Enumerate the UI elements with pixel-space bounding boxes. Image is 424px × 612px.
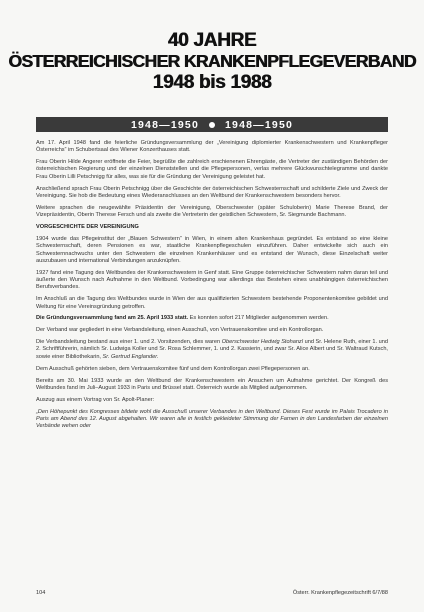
paragraph-opening: Frau Oberin Hilde Angerer eröffnete die Feier, begrüßte die zahlreich erschienenen Ehrengäste, die Vertreter der zuständigen Behörden der österreichischen Regierung und der einzelnen Dienststellen und die Pflegepersonen, verlas mehrere Glückwunschtelegramme und dankte Frau Oberin Lilli Petschnigg für alles, was sie für die Gründung der Vereinigung geleistet hat. (36, 159, 388, 180)
leadership-name-1: Oberschwester Hedwig Stohanzl (221, 339, 303, 346)
page-footer (36, 590, 388, 598)
paragraph-1904: 1904 wurde das Pflegeinstitut der „Blauen Schwestern“ in Wien, in einem alten Krankenhaus gegründet. Es entstand so eine kleine Schwesternschaft, deren Pensionen es war, staatliche Krankenpflegeschulen einzuführen. Daher entwickelte sich auch ein Schwesternnachwuchs unter den Schwestern die einzelnen Krankenhäuser und es entstand der Wunsch, diese Einzelschaft weiter auszubauen und international Verbindungen anzuknüpfen. (36, 235, 388, 264)
bullet-dot-icon (209, 122, 215, 128)
title-line-2: ÖSTERREICHISCHER KRANKENPFLEGEVERBAND (8, 51, 416, 71)
leadership-intro: Die Verbandsleitung bestand aus einer 1. und 2. Vorsitzenden, dies waren (36, 339, 222, 346)
publication-name: Österr. Krankenpflegezeitschrift 6/7/88 (292, 590, 388, 596)
banner-period-right: 1948—1950 (225, 118, 294, 131)
title-line-1: 40 JAHRE (167, 30, 257, 51)
paragraph-founding: Am 17. April 1948 fand die feierliche Gründungsversammlung der „Vereinigung diplomierter Krankenschwestern und Krankenpfleger Österreichs“ im Schubertsaal des Wiener Konzerthauses statt. (36, 140, 388, 154)
paragraph-1927: 1927 fand eine Tagung des Weltbundes der Krankenschwestern in Genf statt. Eine Gruppe österreichischer Schwestern nahm daran teil und äußerte den Wunsch nach Aufnahme in den Weltbund. Vorbedingung war allerdings das Bestehen eines unabhängigen österreichischen Berufsverbandes. (36, 269, 388, 291)
paragraph-history-speech: Anschließend sprach Frau Oberin Petschnigg über die Geschichte der österreichischen Schwesternschaft und schilderte Ziele und Zweck der Vereinigung. Sie hob die Bedeutung eines Wiederanschlusses an den Weltbund der Krankenschwestern besonders hervor. (36, 185, 388, 199)
assembly-members: Es konnten sofort 217 Mitglieder aufgenommen werden. (188, 315, 329, 322)
paragraph-committee-members: Dem Ausschuß gehörten sieben, dem Vertrauenskomitee fünf und dem Kontrollorgan zwei Pflegepersonen an. (36, 365, 310, 372)
paragraph-committee: Im Anschluß an die Tagung des Weltbundes wurde in Wien der aus qualifizierten Schwestern bestehende Proponentenkomitee gebildet und Weltung für eine Vereinsgründung getroffen. (36, 296, 388, 310)
assembly-date-bold: Die Gründungsversammlung fand am 25. April 1933 statt. (36, 315, 189, 322)
paragraph-speakers: Weitere sprachen die neugewählte Präsidentin der Vereinigung, Oberschwester (später Schuloberin) Marie Therese Brand, der Vizepräsidentin, Oberin Therese Fersch und als zweite die Vertreterin der geistlichen Schwestern, Sr. Siegmunde Bachmann. (36, 204, 388, 219)
article-body (36, 140, 388, 435)
banner-period-left: 1948—1950 (130, 118, 199, 131)
leadership-mid: und Sr. Helene Ruth, einer 1. und 2. Schriftführerin, nämlich Sr. Ludwiga Koller und Sr. Rosa Schlemmer, 1. und 2. Kassierin, und zwar Sr. Alice Albert und Sr. Waltraud Kutsch, sowie einer Bibliothekarin, (36, 339, 388, 360)
title-line-3: 1948 bis 1988 (152, 72, 272, 93)
leadership-name-2: Sr. Gertrud Englander. (102, 353, 159, 360)
paragraph-quote (36, 409, 388, 431)
page-number: 104 (36, 590, 46, 596)
paragraph-application: Bereits am 30. Mai 1933 wurde an den Weltbund der Krankenschwestern ein Ansuchen um Aufnahme gerichtet. Der Kongreß des Weltbundes fand im Juli–August 1933 in Paris und Brüssel statt. Österreich wurde als Mitglied aufgenommen. (36, 377, 388, 391)
paragraph-assembly (36, 315, 388, 322)
article-title (0, 30, 424, 93)
quote-text: „Den Höhepunkt des Kongresses bildete wohl die Ausschuß unserer Verbandes in den Weltbund. Dieses Fest wurde im Palais Trocadero in Paris am Abend des 12. August abgehalten. Wir waren alle in festlich gekleideter Stimmung der Farnen in den Landesfarben der einzelnen Verbände wehen oder (36, 408, 388, 430)
paragraph-structure: Der Verband war gegliedert in eine Verbandsleitung, einen Ausschuß, von Vertrauenskomitee und ein Kontrollorgan. (36, 327, 324, 334)
paragraph-lecture-intro: Auszug aus einem Vortrag von Sr. Apolt-Planer: (36, 396, 155, 403)
paragraph-leadership (36, 339, 388, 361)
period-banner (36, 117, 388, 132)
section-heading: VORGESCHICHTE DER VEREINIGUNG (36, 224, 139, 231)
